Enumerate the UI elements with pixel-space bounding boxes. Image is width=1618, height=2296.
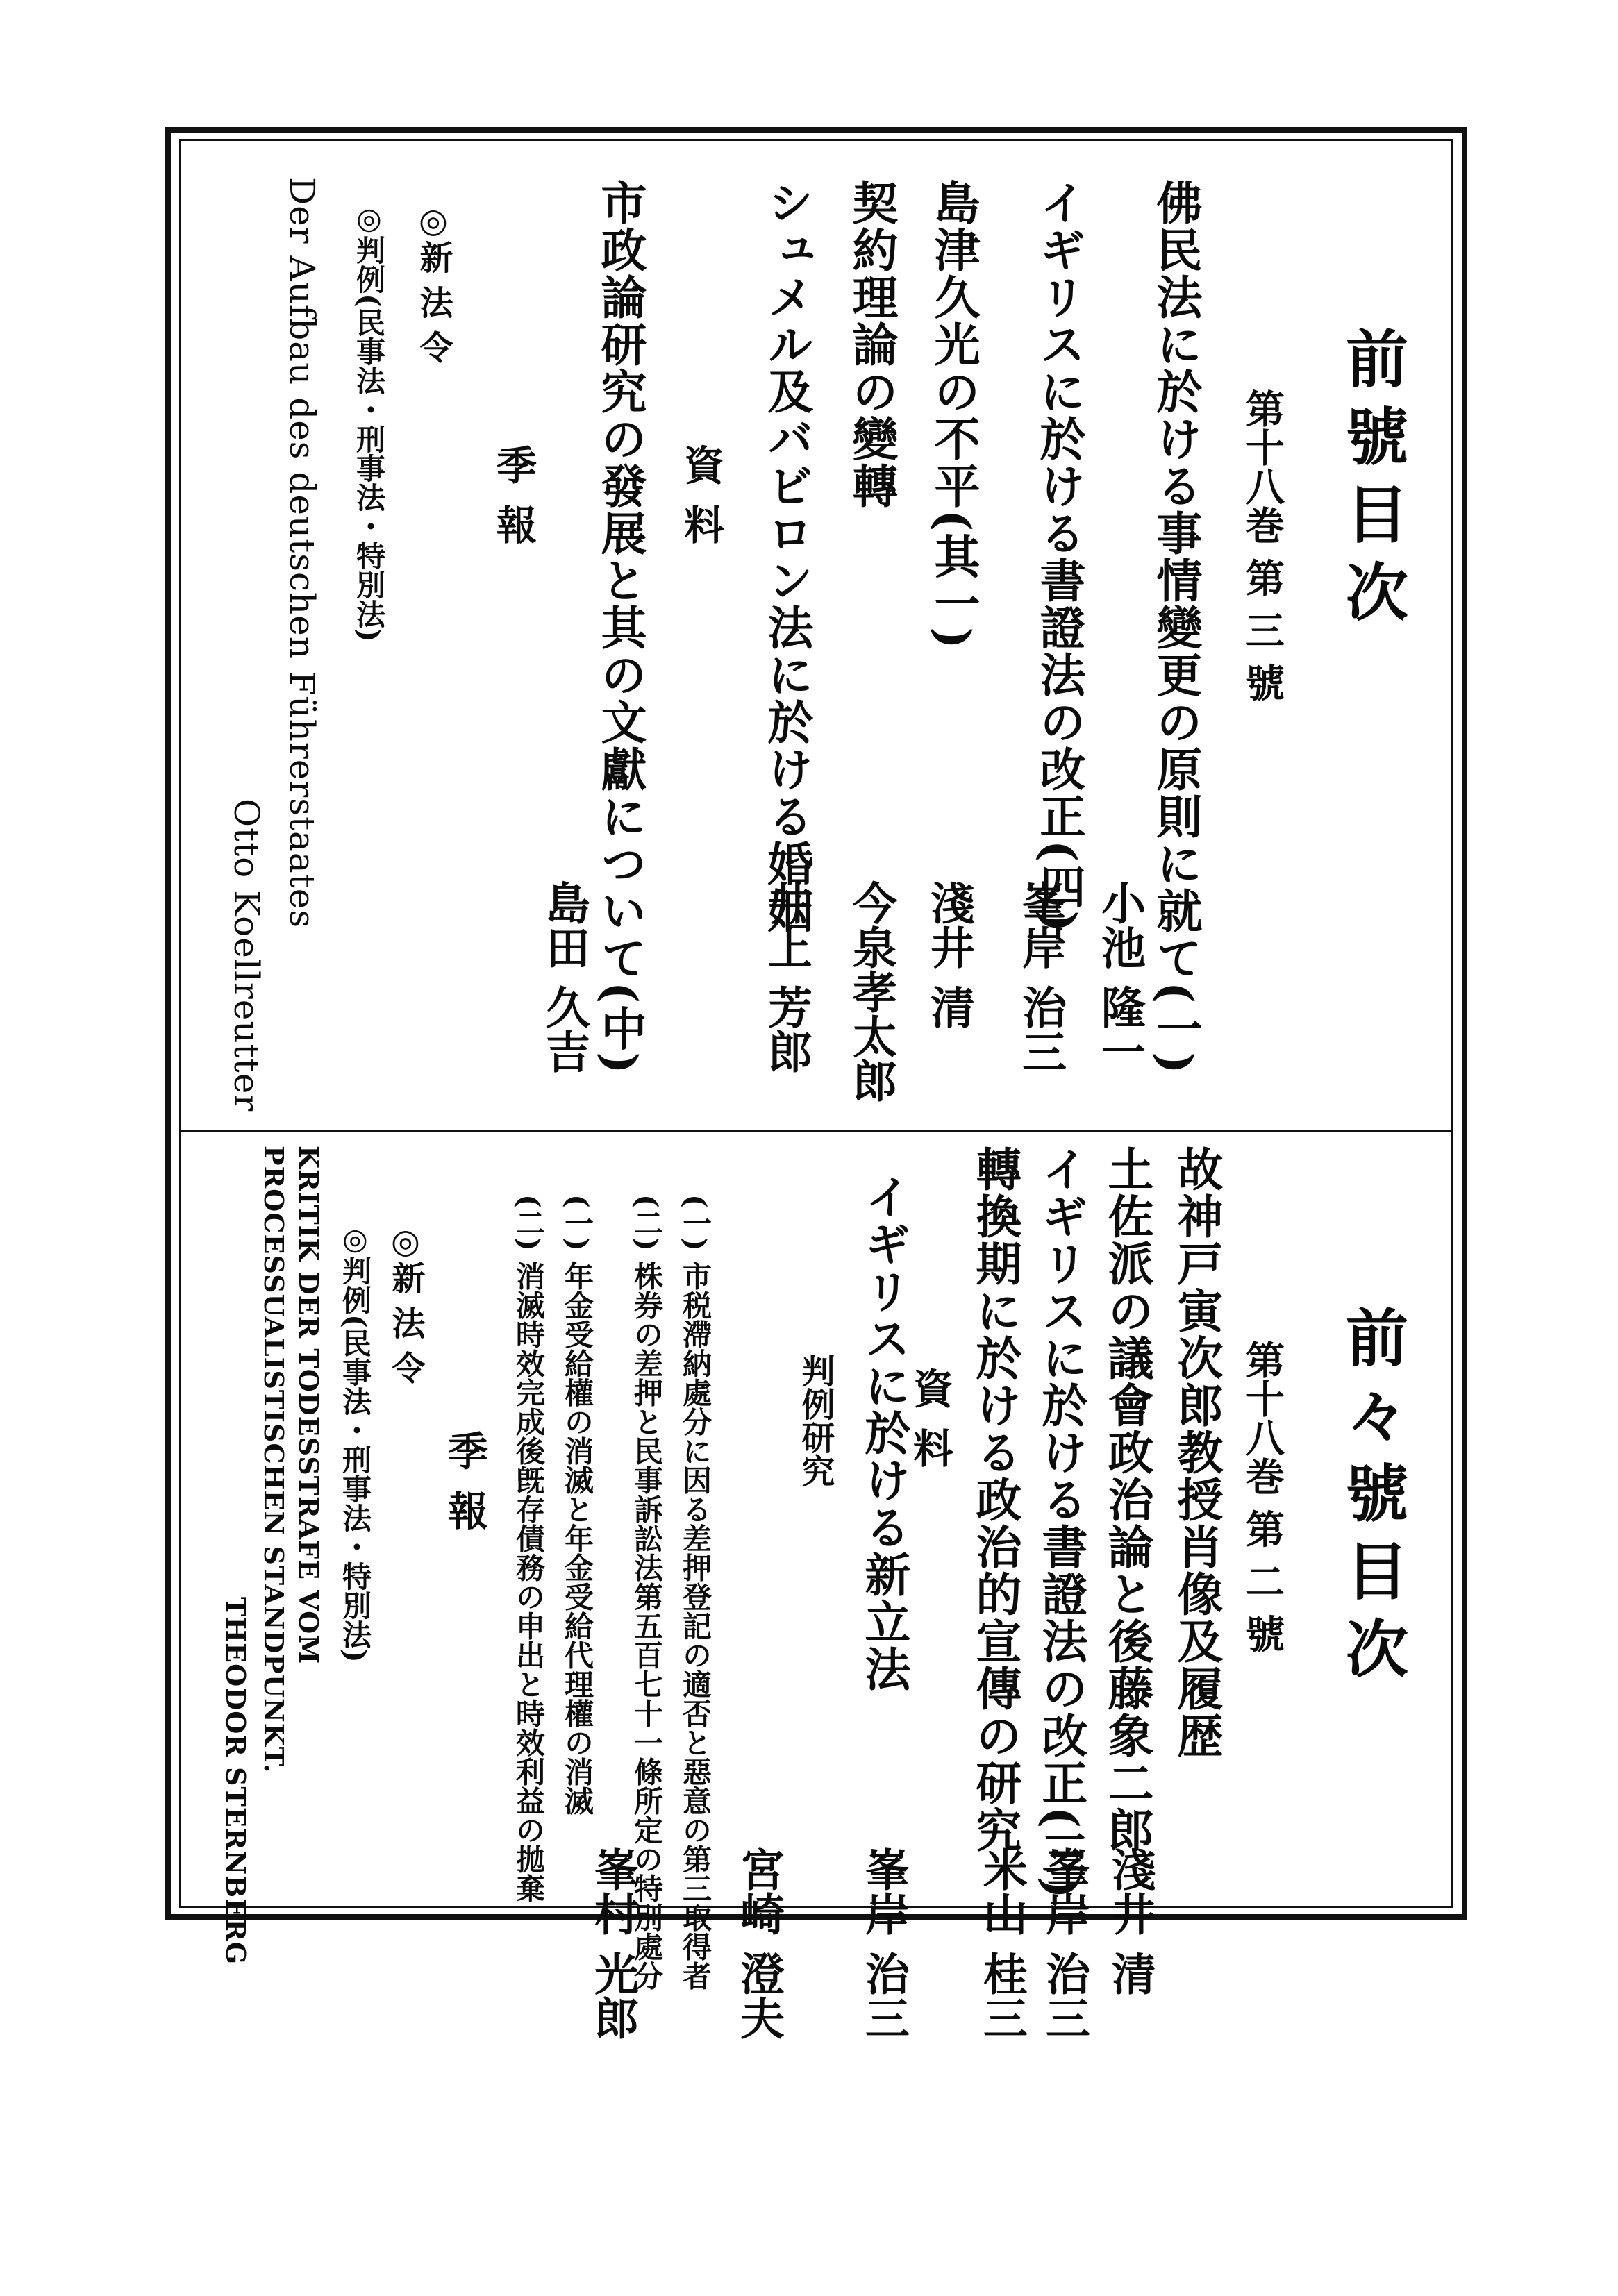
upper-foreign-author: Otto Koellreutter	[226, 798, 267, 1112]
upper-article-1-title: 佛民法に於ける事情變更の原則に就て(一)	[1149, 179, 1203, 1075]
upper-article-3-title: 島津久光の不平(其一)	[926, 179, 981, 651]
lower-title: 前々號目次	[1335, 1305, 1408, 1694]
upper-quarterly-cases: ◎判例(民事法・刑事法・特別法)	[352, 201, 386, 642]
lower-cases-1-author: 宮崎 澄夫	[733, 1847, 785, 2041]
upper-article-4-author: 今泉孝太郎	[845, 880, 897, 1103]
lower-foreign-author: THEODOR STERNBERG	[220, 1597, 251, 1966]
lower-article-2-title: 土佐派の議會政治論と後藤象二郎	[1100, 1146, 1154, 1854]
lower-article-1-author: 淺井 清	[1104, 1847, 1156, 1996]
upper-materials-1-author: 島田 久吉	[538, 880, 590, 1074]
lower-quarterly-cases: ◎判例(民事法・刑事法・特別法)	[338, 1222, 372, 1663]
lower-article-3-author: 峯岸 治三	[1038, 1847, 1090, 2041]
upper-article-2-title: イギリスに於ける書證法の改正(四)	[1032, 179, 1086, 934]
upper-quarterly-new-laws: ◎新 法 令	[414, 201, 453, 364]
lower-article-3-title: イギリスに於ける書證法の改正(三)	[1034, 1146, 1088, 1900]
lower-article-2-author: 米山 桂三	[976, 1847, 1028, 2041]
lower-cases-2-author: 峯村 光郎	[587, 1847, 639, 2041]
upper-article-3-author: 淺井 清	[923, 880, 975, 1030]
lower-foreign-title-2: PROCESSUALISTISCHEN STANDPUNKT.	[258, 1146, 290, 1774]
upper-volume: 第十八巻 第 三 號	[1240, 389, 1285, 702]
lower-cases-1-item-1: (一) 市税滯納處分に因る差押登記の適否と惡意の第三取得者	[678, 1194, 712, 1991]
upper-article-5-title: シュメル及バビロン法に於ける婚姻	[760, 179, 814, 935]
upper-article-4-title: 契約理論の變轉	[844, 179, 899, 510]
upper-section-quarterly: 季 報	[490, 444, 537, 548]
upper-article-5-author: 井上 芳郎	[760, 880, 812, 1074]
lower-cases-2-item-1: (一) 年金受給權の消滅と年金受給代理權の消滅	[560, 1194, 594, 1816]
upper-article-2-author: 峯岸 治三	[1015, 880, 1067, 1074]
lower-cases-2-item-2: (二) 消滅時效完成後旣存債務の申出と時效利益の拋棄	[512, 1194, 546, 1903]
lower-article-1-title: 故神戸寅次郎教授肖像及履歴	[1169, 1146, 1224, 1759]
lower-foreign-title-1: KRITIK DER TODESSTRAFE VOM	[293, 1146, 324, 1665]
lower-materials-1-title: イギリスに於ける新立法	[857, 1173, 911, 1693]
lower-materials-1-author: 峯岸 治三	[858, 1847, 910, 2041]
section-divider	[179, 1130, 1453, 1132]
upper-title: 前號目次	[1335, 326, 1408, 637]
lower-section-cases: 判例研究	[796, 1354, 835, 1487]
lower-volume: 第十八巻 第 二 號	[1240, 1340, 1285, 1653]
lower-section-materials: 資 料	[906, 1368, 953, 1471]
upper-foreign-title: Der Aufbau des deutschen Führerstaates	[282, 177, 322, 928]
lower-article-4-title: 轉換期に於ける政治的宣傳の研究	[968, 1146, 1022, 1854]
upper-materials-1-title: 市政論研究の發展と其の文獻について(中)	[593, 179, 647, 1075]
lower-section-quarterly: 季 報	[441, 1430, 488, 1534]
lower-cases-1-item-2: (二) 株券の差押と民事訴訟法第五百七十一條所定の特別處分	[630, 1194, 664, 1991]
upper-article-1-author: 小池 隆一	[1094, 880, 1146, 1074]
upper-section-materials: 資 料	[677, 444, 724, 548]
lower-quarterly-new-laws: ◎新 法 令	[386, 1222, 425, 1384]
